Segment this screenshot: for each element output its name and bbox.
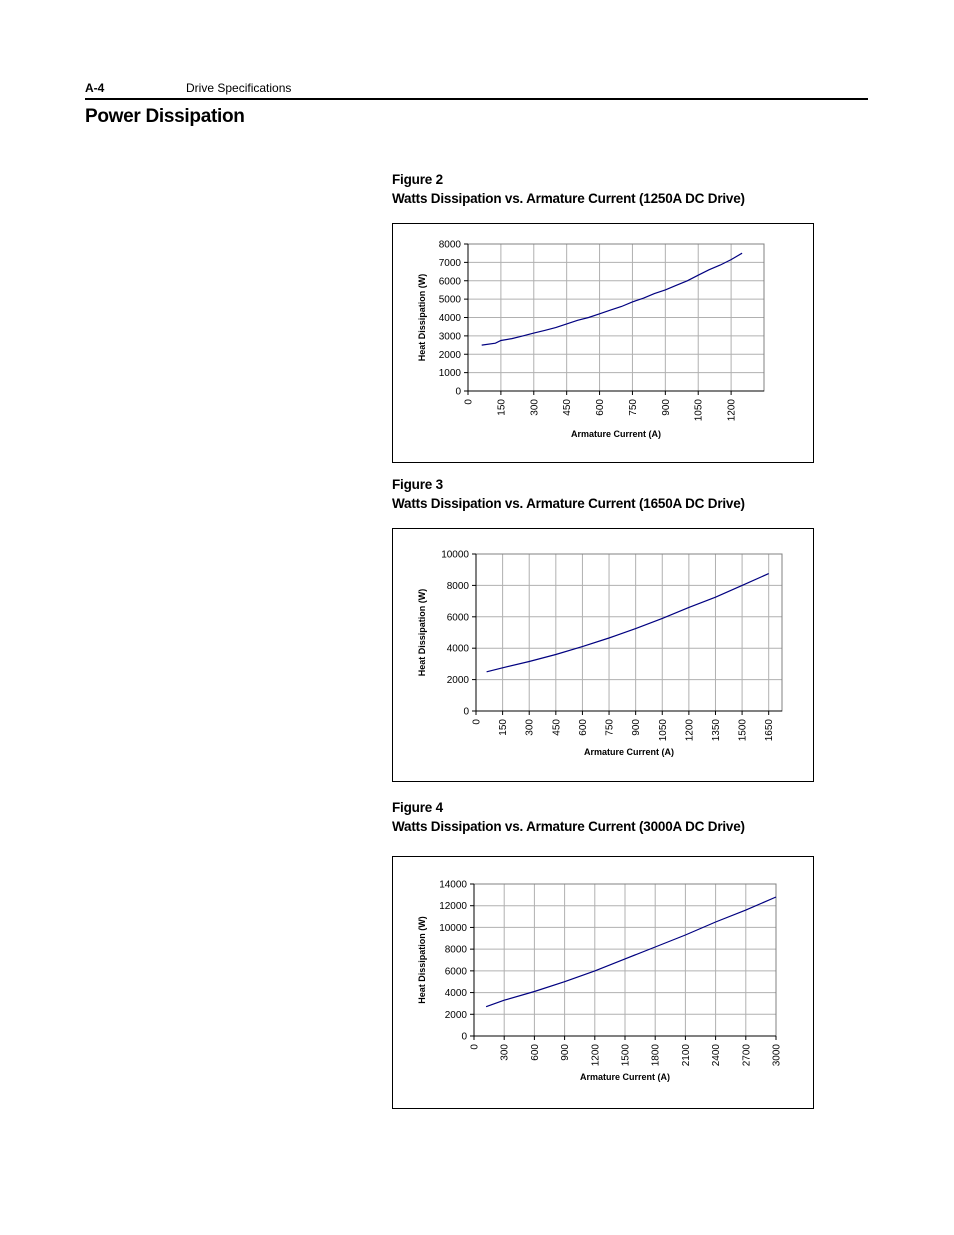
x-tick-label: 300: [499, 1044, 511, 1061]
y-tick-label: 0: [461, 1031, 467, 1043]
x-tick-label: 1500: [737, 719, 749, 742]
y-tick-label: 0: [455, 386, 461, 398]
x-tick-label: 600: [595, 399, 607, 416]
header-rule: [85, 98, 868, 100]
x-tick-label: 450: [562, 399, 574, 416]
x-axis-title: Armature Current (A): [570, 429, 662, 439]
y-axis-title: Heat Dissipation (W): [417, 916, 427, 1004]
y-tick-label: 0: [463, 706, 469, 718]
y-tick-label: 6000: [444, 966, 467, 978]
x-tick-label: 300: [524, 719, 536, 736]
y-axis-title: Heat Dissipation (W): [417, 273, 427, 362]
x-tick-label: 1500: [620, 1044, 632, 1067]
y-tick-label: 6000: [446, 612, 469, 624]
y-tick-label: 6000: [438, 276, 461, 288]
y-tick-label: 2000: [438, 349, 461, 361]
x-tick-label: 450: [551, 719, 563, 736]
figure-3-chart: [392, 528, 814, 782]
x-tick-label: 600: [529, 1044, 541, 1061]
x-tick-label: 0: [471, 719, 483, 725]
x-tick-label: 1050: [657, 719, 669, 742]
y-tick-label: 5000: [438, 294, 461, 306]
y-tick-label: 10000: [439, 922, 467, 934]
figure-3-number: Figure 3: [392, 477, 443, 492]
x-tick-label: 2700: [741, 1044, 753, 1067]
x-tick-label: 2100: [680, 1044, 692, 1067]
figure-2-caption: Watts Dissipation vs. Armature Current (1250A DC Drive): [392, 191, 745, 206]
y-tick-label: 4000: [446, 643, 469, 655]
x-tick-label: 1050: [693, 399, 705, 422]
x-tick-label: 150: [496, 399, 508, 416]
figure-4-chart: [392, 856, 814, 1109]
y-tick-label: 1000: [438, 368, 461, 380]
figure-4-number: Figure 4: [392, 800, 443, 815]
y-tick-label: 2000: [446, 675, 469, 687]
x-tick-label: 1350: [710, 719, 722, 742]
figure-2-chart: [392, 223, 814, 463]
data-series-line: [486, 897, 776, 1007]
x-tick-label: 1800: [650, 1044, 662, 1067]
section-title: Power Dissipation: [85, 106, 245, 127]
y-tick-label: 14000: [439, 879, 467, 891]
x-tick-label: 1650: [764, 719, 776, 742]
x-tick-label: 1200: [684, 719, 696, 742]
y-tick-label: 2000: [444, 1009, 467, 1021]
y-tick-label: 7000: [438, 257, 461, 269]
x-tick-label: 1200: [590, 1044, 602, 1067]
y-tick-label: 3000: [438, 331, 461, 343]
x-tick-label: 300: [529, 399, 541, 416]
x-tick-label: 0: [463, 399, 475, 405]
figure-4-caption: Watts Dissipation vs. Armature Current (3000A DC Drive): [392, 819, 745, 834]
x-tick-label: 1200: [726, 399, 738, 422]
chart-svg-3000a: [393, 857, 813, 1108]
y-tick-label: 8000: [444, 944, 467, 956]
running-header: Drive Specifications: [186, 81, 292, 95]
y-tick-label: 8000: [446, 580, 469, 592]
x-tick-label: 900: [631, 719, 643, 736]
x-tick-label: 600: [577, 719, 589, 736]
chart-svg-1250a: [393, 224, 813, 462]
figure-3-caption: Watts Dissipation vs. Armature Current (1650A DC Drive): [392, 496, 745, 511]
x-tick-label: 3000: [771, 1044, 783, 1067]
y-tick-label: 4000: [444, 988, 467, 1000]
x-axis-title: Armature Current (A): [583, 747, 675, 757]
y-tick-label: 12000: [439, 901, 467, 913]
x-tick-label: 900: [560, 1044, 572, 1061]
x-tick-label: 750: [627, 399, 639, 416]
figure-2-number: Figure 2: [392, 172, 443, 187]
y-tick-label: 10000: [441, 549, 469, 561]
x-tick-label: 750: [604, 719, 616, 736]
y-axis-title: Heat Dissipation (W): [417, 588, 427, 677]
x-tick-label: 0: [469, 1044, 481, 1050]
plot-area: [476, 554, 782, 711]
x-axis-title: Armature Current (A): [579, 1072, 671, 1082]
x-tick-label: 2400: [711, 1044, 723, 1067]
page-number: A-4: [85, 81, 105, 95]
y-tick-label: 4000: [438, 313, 461, 324]
chart-svg-1650a: [393, 529, 813, 781]
x-tick-label: 900: [660, 399, 672, 416]
y-tick-label: 8000: [438, 239, 461, 251]
x-tick-label: 150: [498, 719, 510, 736]
